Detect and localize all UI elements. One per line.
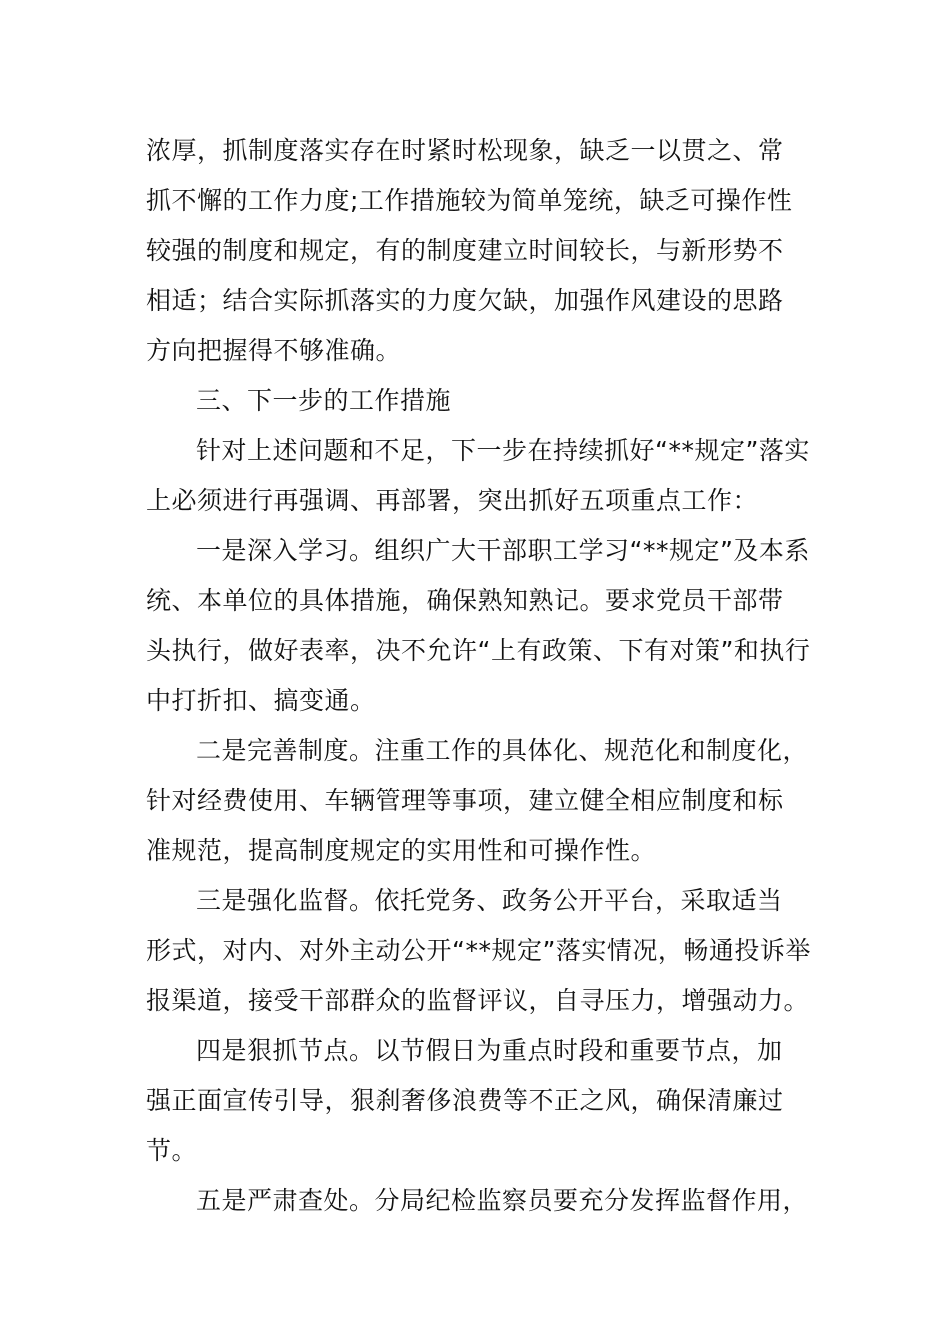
text-line: 报渠道，接受干部群众的监督评议，自寻压力，增强动力。 xyxy=(146,986,810,1015)
text-line: 形式，对内、对外主动公开“**规定”落实情况，畅通投诉举 xyxy=(146,936,811,965)
text-line: 中打折扣、搞变通。 xyxy=(146,686,376,715)
text-line: 节。 xyxy=(146,1136,198,1165)
text-line: 方向把握得不够准确。 xyxy=(146,336,402,365)
text-line: 浓厚，抓制度落实存在时紧时松现象，缺乏一以贯之、常 xyxy=(146,136,784,165)
text-line: 针对上述问题和不足，下一步在持续抓好“**规定”落实 xyxy=(196,436,810,465)
text-line: 二是完善制度。注重工作的具体化、规范化和制度化， xyxy=(196,736,809,765)
text-line: 相适；结合实际抓落实的力度欠缺，加强作风建设的思路 xyxy=(146,286,784,315)
text-line: 统、本单位的具体措施，确保熟知熟记。要求党员干部带 xyxy=(146,586,784,615)
text-line: 针对经费使用、车辆管理等事项，建立健全相应制度和标 xyxy=(146,786,784,815)
text-line: 五是严肃查处。分局纪检监察员要充分发挥监督作用， xyxy=(196,1186,809,1215)
text-line: 头执行，做好表率，决不允许“上有政策、下有对策”和执行 xyxy=(146,636,811,665)
text-line: 三是强化监督。依托党务、政务公开平台，采取适当 xyxy=(196,886,783,915)
text-line: 较强的制度和规定，有的制度建立时间较长，与新形势不 xyxy=(146,236,784,265)
text-line: 强正面宣传引导，狠刹奢侈浪费等不正之风，确保清廉过 xyxy=(146,1086,784,1115)
text-line: 抓不懈的工作力度;工作措施较为简单笼统，缺乏可操作性 xyxy=(146,186,793,215)
text-line: 上必须进行再强调、再部署，突出抓好五项重点工作： xyxy=(146,486,759,515)
text-line: 四是狠抓节点。以节假日为重点时段和重要节点，加 xyxy=(196,1036,783,1065)
text-line: 一是深入学习。组织广大干部职工学习“**规定”及本系 xyxy=(196,536,810,565)
section-heading: 三、下一步的工作措施 xyxy=(196,386,452,415)
text-line: 准规范，提高制度规定的实用性和可操作性。 xyxy=(146,836,657,865)
